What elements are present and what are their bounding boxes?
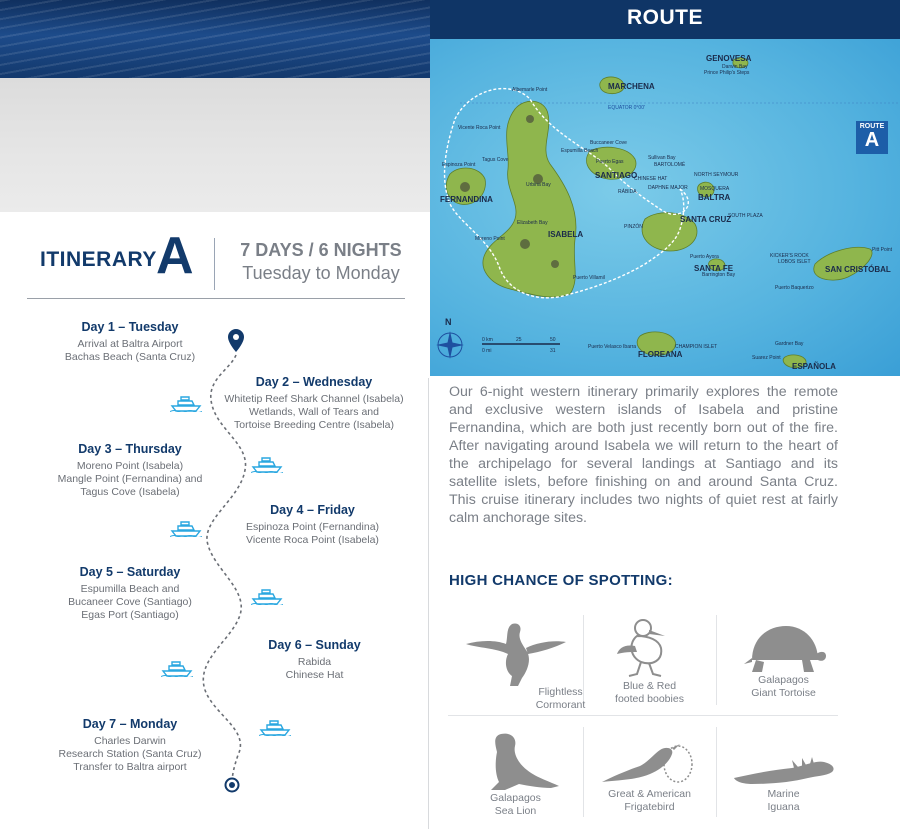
ship-icon — [170, 396, 202, 412]
label-equator: EQUATOR 0°00' — [608, 105, 645, 111]
label-marchena: MARCHENA — [608, 82, 655, 91]
day-block — [208, 375, 420, 432]
day-block — [232, 638, 397, 682]
day-activity: Bucaneer Cove (Santiago) — [68, 596, 192, 608]
cormorant-icon — [466, 618, 566, 686]
label-santa-fe: SANTA FE — [694, 264, 734, 273]
route-badge-label: ROUTE — [859, 123, 885, 130]
day-activity: Wetlands, Wall of Tears and — [249, 406, 379, 418]
compass-north-label: N — [445, 317, 452, 327]
animal-name: Blue & Red — [622, 680, 677, 692]
itinerary-duration: 7 DAYS / 6 NIGHTS — [240, 240, 402, 260]
scale-mi-31: 31 — [550, 348, 556, 354]
day-activity: Espumilla Beach and — [80, 583, 180, 595]
animal-card — [582, 616, 717, 706]
label-gardner: Gardner Bay — [775, 341, 804, 347]
animal-name: Cormorant — [535, 699, 586, 711]
day-title: Day 5 – Saturday — [79, 565, 181, 579]
label-sullivan: Sullivan Bay — [648, 155, 676, 161]
label-tagus: Tagus Cove — [482, 157, 509, 163]
label-north-seymour: NORTH SEYMOUR — [694, 172, 739, 178]
day-title: Day 3 – Thursday — [78, 442, 182, 456]
day-block — [220, 503, 405, 547]
day-block — [40, 565, 220, 622]
san-cristobal-island — [814, 247, 872, 280]
route-badge-letter: A — [864, 129, 880, 151]
animal-card — [448, 730, 583, 818]
label-santiago: SANTIAGO — [595, 171, 638, 180]
label-barrington: Barrington Bay — [702, 272, 736, 278]
label-urbina: Urbina Bay — [526, 182, 551, 188]
label-pitt: Pitt Point — [872, 247, 893, 253]
grid-divider — [448, 715, 838, 716]
label-prince-philip: Prince Philip's Steps — [704, 70, 750, 76]
day-activity: Arrival at Baltra Airport — [77, 338, 183, 350]
day-activity: Research Station (Santa Cruz) — [58, 748, 202, 760]
itinerary-description: Our 6-night western itinerary primarily explores the remote and exclusive western islands of Isabela and pristine Fernandina, which are both just recently born out of the fire. After navigating around Isabela we will return to the heart of the archipelago for several landings at Santiago and its satellite islets, before finishing on and around Santa Cruz. This cruise itinerary includes two nights of quiet rest at fairly calm anchorage sites. — [449, 384, 838, 526]
scale-km-0: 0 km — [482, 337, 493, 343]
booby-icon — [615, 616, 685, 680]
day-title: Day 2 – Wednesday — [255, 375, 373, 389]
scale-mi-0: 0 mi — [482, 348, 492, 354]
label-bartolome: BARTOLOMÉ — [654, 162, 686, 168]
day-activity: Tagus Cove (Isabela) — [80, 486, 180, 498]
animal-card — [716, 752, 851, 814]
route-title: ROUTE — [627, 6, 703, 29]
day-title: Day 6 – Sunday — [268, 638, 361, 652]
label-moreno: Moreno Point — [475, 236, 505, 242]
scale-bar — [482, 337, 560, 354]
label-elizabeth: Elizabeth Bay — [517, 220, 548, 226]
label-puerto-baquerizo: Puerto Baquerizo — [775, 285, 814, 291]
iguana-icon — [732, 752, 836, 788]
animal-card — [716, 624, 851, 700]
day-activity: Vicente Roca Point (Isabela) — [246, 534, 379, 546]
label-albemarle: Albemarle Point — [512, 87, 548, 93]
label-champion: CHAMPION ISLET — [675, 344, 718, 350]
ship-icon — [251, 457, 283, 473]
label-espumilla: Espumilla Beach — [561, 148, 599, 154]
itinerary-day-range: Tuesday to Monday — [242, 263, 400, 283]
day-activity: Charles Darwin — [94, 735, 166, 747]
ship-icon — [259, 720, 291, 736]
day-block — [40, 320, 220, 364]
day-activity: Espinoza Point (Fernandina) — [245, 521, 380, 533]
start-pin-icon — [228, 329, 244, 352]
day-activity: Chinese Hat — [285, 669, 344, 681]
animal-name: Marine — [767, 788, 800, 800]
day-block — [40, 717, 220, 774]
tortoise-icon — [742, 624, 826, 674]
label-genovesa: GENOVESA — [706, 54, 752, 63]
itinerary-label: ITINERARY — [40, 248, 157, 271]
label-pinzon: PINZÓN — [624, 224, 643, 230]
label-puerto-ayora: Puerto Ayora — [690, 254, 719, 260]
label-darwin-bay: Darwin Bay — [722, 64, 748, 70]
sea-lion-icon — [471, 730, 561, 792]
day-activity: Egas Port (Santiago) — [81, 609, 179, 621]
spotting-title: HIGH CHANCE OF SPOTTING: — [449, 572, 673, 589]
label-espinoza: Espinoza Point — [442, 162, 476, 168]
scale-km-50: 50 — [550, 337, 556, 343]
day-title: Day 7 – Monday — [82, 717, 178, 731]
animal-card — [582, 740, 717, 814]
animal-name: Iguana — [767, 801, 800, 813]
label-san-cristobal: SAN CRISTÓBAL — [825, 265, 891, 274]
label-mosquera: MOSQUERA — [700, 186, 730, 192]
label-floreana: FLOREANA — [638, 350, 683, 359]
label-baltra: BALTRA — [698, 193, 731, 202]
animal-name: Great & American — [608, 788, 691, 800]
map-canvas — [430, 39, 900, 376]
animal-name: Galapagos — [490, 792, 541, 804]
ship-icon — [170, 521, 202, 537]
label-south-plaza: SOUTH PLAZA — [728, 213, 763, 219]
column-divider — [428, 378, 429, 829]
day-block — [40, 442, 220, 499]
day-activity: Moreno Point (Isabela) — [76, 460, 184, 472]
animal-name: footed boobies — [615, 693, 684, 705]
compass-icon — [436, 317, 464, 359]
day-activity: Transfer to Baltra airport — [73, 761, 187, 773]
galapagos-route-map — [430, 39, 900, 376]
day-activity: Bachas Beach (Santa Cruz) — [64, 351, 196, 363]
day-activity: Whitetip Reef Shark Channel (Isabela) — [224, 393, 404, 405]
day-title: Day 4 – Friday — [270, 503, 355, 517]
day-activity: Mangle Point (Fernandina) and — [57, 473, 203, 485]
frigatebird-icon — [600, 740, 700, 788]
label-espanola: ESPAÑOLA — [792, 362, 836, 371]
animal-name: Frigatebird — [624, 801, 675, 813]
label-puerto-villamil: Puerto Villamil — [573, 275, 605, 281]
label-puerto-velasco: Puerto Velasco Ibarra — [588, 344, 637, 350]
animal-name: Giant Tortoise — [751, 687, 816, 699]
label-chinese-hat: CHINESE HAT — [634, 176, 668, 182]
day-activity: Rabida — [297, 656, 332, 668]
ship-icon — [251, 589, 283, 605]
itinerary-letter: A — [156, 227, 194, 285]
label-puerto-egas: Puerto Egas — [596, 159, 624, 165]
end-point-icon — [226, 779, 239, 792]
label-kickers: KICKER'S ROCK — [770, 253, 809, 259]
day-title: Day 1 – Tuesday — [81, 320, 179, 334]
label-isabela: ISABELA — [548, 230, 584, 239]
scale-km-25: 25 — [516, 337, 522, 343]
label-daphne: DAPHNE MAJOR — [648, 185, 688, 191]
ship-icon — [161, 661, 193, 677]
label-santa-cruz: SANTA CRUZ — [680, 215, 732, 224]
animal-name: Sea Lion — [494, 805, 537, 817]
label-suarez: Suarez Point — [752, 355, 781, 361]
label-fernandina: FERNANDINA — [440, 195, 493, 204]
animal-name: Galapagos — [758, 674, 809, 686]
label-rabida: RÁBIDA — [618, 189, 637, 195]
animal-card — [448, 618, 586, 712]
day-activity: Tortoise Breeding Centre (Isabela) — [234, 419, 394, 431]
label-lobos: LOBOS ISLET — [778, 259, 811, 265]
label-vicente-roca: Vicente Roca Point — [458, 125, 501, 131]
route-badge — [856, 121, 888, 154]
label-buccaneer: Buccaneer Cove — [590, 140, 627, 146]
animal-name: Flightless — [538, 686, 583, 698]
